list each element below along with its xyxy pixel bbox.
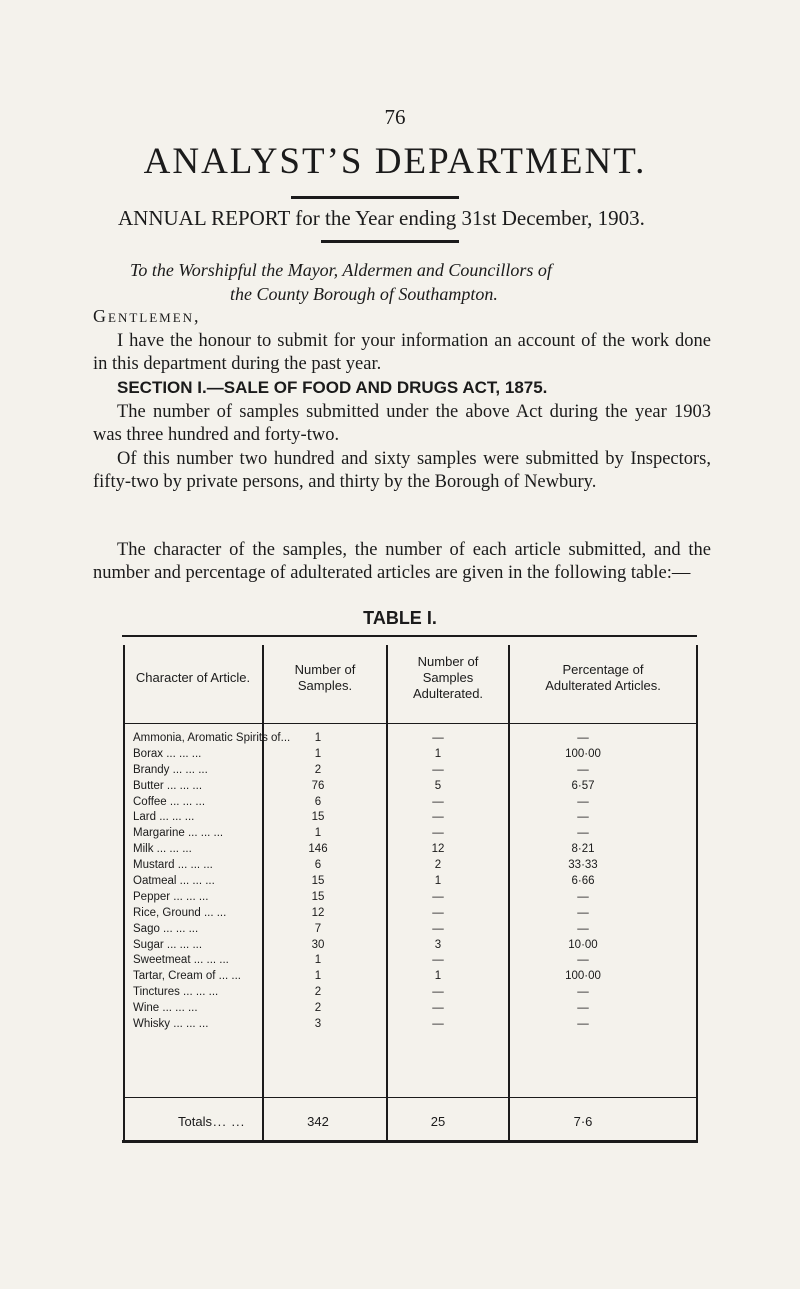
cell-adulterated: — — [432, 954, 444, 967]
table-row — [123, 938, 697, 954]
totals-leader-dots: ... ... — [213, 1114, 246, 1129]
cell-article: Lard ... ... ... — [133, 811, 195, 824]
cell-adulterated: 3 — [434, 938, 442, 951]
table-row — [123, 922, 697, 938]
cell-percent: 100·00 — [565, 747, 601, 760]
table-row — [123, 795, 697, 811]
cell-percent: — — [577, 954, 589, 967]
cell-adulterated: — — [432, 922, 444, 935]
paragraph-table-intro: The character of the samples, the number of each article submitted, and the number and percentage of adulterated articles are given in the following table:— — [93, 540, 711, 583]
cell-article: Whisky ... ... ... — [133, 1018, 209, 1031]
cell-samples: 12 — [311, 906, 325, 919]
cell-adulterated: — — [432, 890, 444, 903]
cell-adulterated: 1 — [434, 970, 442, 983]
cell-percent: — — [577, 922, 589, 935]
cell-samples: 2 — [314, 763, 322, 776]
cell-article: Wine ... ... ... — [133, 1002, 198, 1015]
cell-percent: 6·57 — [571, 779, 595, 792]
table-title: TABLE I. — [363, 608, 437, 628]
header-adulterated: Number of Samples Adulterated. — [412, 654, 484, 701]
cell-article: Borax ... ... ... — [133, 747, 202, 760]
salutation: Gentlemen, — [93, 306, 201, 326]
totals-label: Totals — [178, 1114, 212, 1129]
cell-adulterated: — — [432, 732, 444, 744]
cell-samples: 15 — [311, 875, 325, 888]
page-number: 76 — [384, 105, 406, 129]
cell-samples: 1 — [314, 732, 322, 744]
table-row — [123, 985, 697, 1001]
cell-adulterated: — — [432, 763, 444, 776]
cell-percent: — — [577, 986, 589, 999]
table-row — [123, 810, 697, 826]
cell-samples: 146 — [308, 843, 328, 856]
table-row — [123, 874, 697, 890]
table-row — [123, 858, 697, 874]
totals-separator — [123, 1097, 697, 1098]
cell-adulterated: — — [432, 795, 444, 808]
cell-adulterated: — — [432, 827, 444, 840]
cell-samples: 3 — [314, 1018, 322, 1031]
cell-samples: 1 — [314, 954, 322, 967]
cell-article: Ammonia, Aromatic Spirits of... — [133, 732, 291, 744]
cell-article: Rice, Ground ... ... — [133, 906, 227, 919]
cell-samples: 2 — [314, 986, 322, 999]
cell-percent: — — [577, 890, 589, 903]
header-samples: Number of Samples. — [294, 662, 356, 693]
cell-samples: 1 — [314, 970, 322, 983]
totals-row — [123, 1114, 697, 1132]
cell-article: Brandy ... ... ... — [133, 763, 208, 776]
cell-article: Pepper ... ... ... — [133, 890, 209, 903]
cell-percent: — — [577, 1002, 589, 1015]
address-line-1: To the Worshipful the Mayor, Aldermen and Councillors of — [130, 260, 552, 280]
header-article: Character of Article. — [135, 670, 251, 685]
cell-article: Mustard ... ... ... — [133, 859, 213, 872]
table-row — [123, 953, 697, 969]
table-row — [123, 731, 697, 747]
page-title: ANALYST’S DEPARTMENT. — [143, 141, 647, 182]
totals-samples: 342 — [307, 1114, 329, 1129]
cell-adulterated: — — [432, 1002, 444, 1015]
cell-article: Sago ... ... ... — [133, 922, 199, 935]
cell-percent: — — [577, 795, 589, 808]
cell-percent: — — [577, 811, 589, 824]
cell-percent: — — [577, 1018, 589, 1031]
table-row — [123, 890, 697, 906]
cell-article: Butter ... ... ... — [133, 779, 203, 792]
cell-adulterated: — — [432, 986, 444, 999]
table-row — [123, 1001, 697, 1017]
report-subtitle: ANNUAL REPORT for the Year ending 31st December, 1903. — [118, 206, 645, 230]
address-line-2: the County Borough of Southampton. — [230, 284, 498, 304]
cell-samples: 30 — [311, 938, 325, 951]
table-row — [123, 826, 697, 842]
table-row — [123, 969, 697, 985]
address-block — [130, 258, 730, 306]
cell-samples: 15 — [311, 890, 325, 903]
header-percent: Percentage of Adulterated Articles. — [545, 662, 661, 693]
cell-percent: 10·00 — [568, 938, 598, 951]
table-row — [123, 747, 697, 763]
cell-samples: 2 — [314, 1002, 322, 1015]
cell-article: Oatmeal ... ... ... — [133, 875, 215, 888]
table-row — [123, 763, 697, 779]
cell-samples: 1 — [314, 747, 322, 760]
title-rule — [291, 196, 459, 199]
paragraph-sample-sources: Of this number two hundred and sixty samples were submitted by Inspectors, fifty-two by private persons, and thirty by the Borough of Newbury. — [93, 449, 711, 492]
cell-article: Sweetmeat ... ... ... — [133, 954, 229, 967]
table-row — [123, 906, 697, 922]
table-row — [123, 779, 697, 795]
table-row — [123, 1017, 697, 1033]
cell-adulterated: 1 — [434, 747, 442, 760]
cell-adulterated: 2 — [434, 859, 442, 872]
totals-adulterated: 25 — [430, 1114, 446, 1129]
totals-percent: 7·6 — [573, 1114, 593, 1129]
cell-samples: 6 — [314, 859, 322, 872]
cell-article: Coffee ... ... ... — [133, 795, 206, 808]
cell-percent: — — [577, 827, 589, 840]
intro-paragraph: I have the honour to submit for your information an account of the work done in this department during the past year. — [93, 331, 711, 374]
cell-article: Tinctures ... ... ... — [133, 986, 219, 999]
cell-adulterated: 1 — [434, 875, 442, 888]
cell-adulterated: 5 — [434, 779, 442, 792]
table-body — [123, 731, 697, 1033]
cell-percent: 6·66 — [571, 875, 595, 888]
cell-percent: — — [577, 732, 589, 744]
section-heading: SECTION I.—SALE OF FOOD AND DRUGS ACT, 1875. — [117, 378, 548, 397]
cell-samples: 15 — [311, 811, 325, 824]
cell-samples: 1 — [314, 827, 322, 840]
cell-samples: 6 — [314, 795, 322, 808]
cell-percent: — — [577, 763, 589, 776]
cell-percent: 100·00 — [565, 970, 601, 983]
cell-percent: 8·21 — [571, 843, 595, 856]
cell-article: Margarine ... ... ... — [133, 827, 224, 840]
cell-adulterated: — — [432, 811, 444, 824]
cell-article: Milk ... ... ... — [133, 843, 192, 856]
cell-percent: — — [577, 906, 589, 919]
cell-article: Tartar, Cream of ... ... — [133, 970, 242, 983]
cell-adulterated: 12 — [431, 843, 445, 856]
table-row — [123, 842, 697, 858]
cell-samples: 76 — [311, 779, 325, 792]
header-separator — [123, 723, 697, 724]
cell-adulterated: — — [432, 1018, 444, 1031]
cell-percent: 33·33 — [568, 859, 598, 872]
cell-samples: 7 — [314, 922, 322, 935]
paragraph-samples-count: The number of samples submitted under the above Act during the year 1903 was three hundred and forty-two. — [93, 402, 711, 445]
cell-adulterated: — — [432, 906, 444, 919]
cell-article: Sugar ... ... ... — [133, 938, 203, 951]
subtitle-rule — [321, 240, 459, 243]
